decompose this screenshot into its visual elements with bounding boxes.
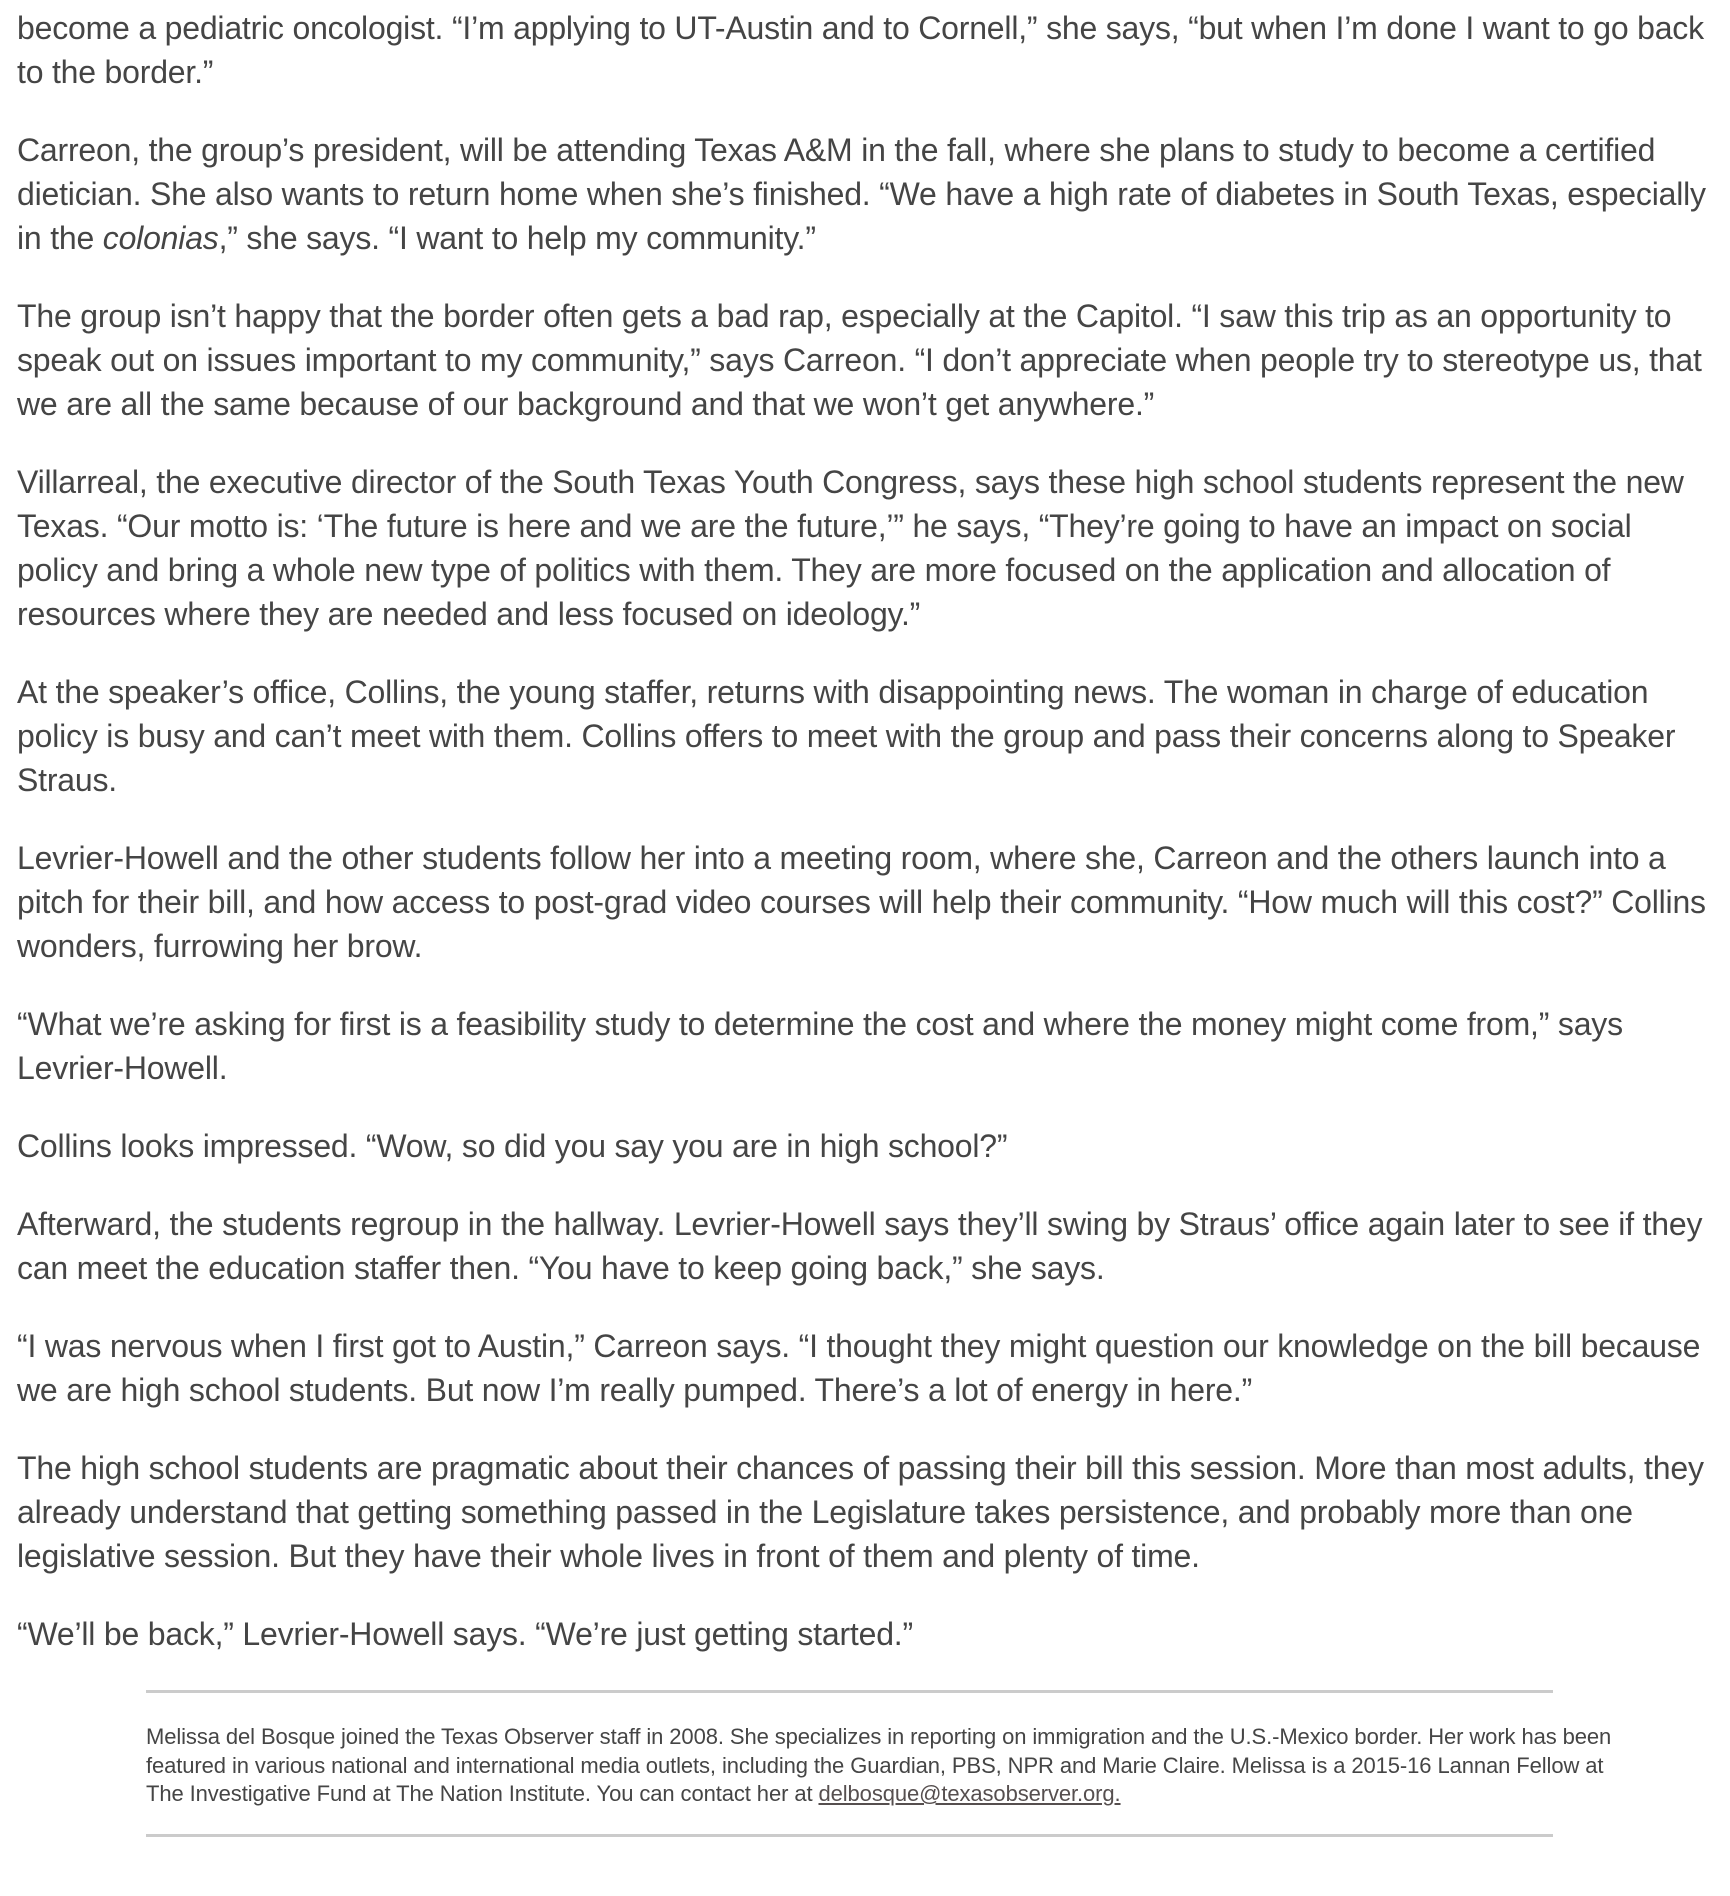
paragraph-text: Villarreal, the executive director of the South Texas Youth Congress, says these high school students represent the new Texas. “Our motto is: ‘The future is here and we are the future,’” he says, “They’re going to have an impact on social policy and bring a whole new type of politics with them. They are more focused on the application and allocation of resources where they are needed and less focused on ideology.” — [17, 464, 1684, 632]
article-paragraph — [17, 1612, 1717, 1656]
author-bio — [146, 1723, 1621, 1809]
paragraph-text: Collins looks impressed. “Wow, so did you say you are in high school?” — [17, 1128, 1008, 1164]
paragraph-text: The group isn’t happy that the border often gets a bad rap, especially at the Capitol. “I saw this trip as an opportunity to speak out on issues important to my community,” says Carreon. “I don’t appreciate when people try to stereotype us, that we are all the same because of our background and that we won’t get anywhere.” — [17, 298, 1702, 422]
paragraph-text: ,” she says. “I want to help my community.” — [218, 220, 816, 256]
article-paragraph — [17, 1002, 1717, 1090]
paragraph-text: Afterward, the students regroup in the hallway. Levrier-Howell says they’ll swing by Straus’ office again later to see if they can meet the education staffer then. “You have to keep going back,” she says. — [17, 1206, 1703, 1286]
article-paragraph — [17, 1124, 1717, 1168]
paragraph-text: The high school students are pragmatic about their chances of passing their bill this session. More than most adults, they already understand that getting something passed in the Legislature takes persistence, and probably more than one legislative session. But they have their whole lives in front of them and plenty of time. — [17, 1450, 1704, 1574]
article-paragraph — [17, 460, 1717, 636]
article-paragraph — [17, 294, 1717, 426]
article-paragraph — [17, 6, 1717, 94]
article-paragraph — [17, 1202, 1717, 1290]
paragraph-text: “We’ll be back,” Levrier-Howell says. “We’re just getting started.” — [17, 1616, 913, 1652]
paragraph-text: become a pediatric oncologist. “I’m applying to UT-Austin and to Cornell,” she says, “but when I’m done I want to go back to the border.” — [17, 10, 1704, 90]
paragraph-text: “What we’re asking for first is a feasibility study to determine the cost and where the money might come from,” says Levrier-Howell. — [17, 1006, 1623, 1086]
paragraph-text: Carreon, the group’s president, will be attending Texas A&M in the fall, where she plans to study to become a certified dietician. She also wants to return home when she’s finished. “We have a high rate of diabetes in South Texas, especially in the — [17, 132, 1706, 256]
paragraph-text: At the speaker’s office, Collins, the young staffer, returns with disappointing news. The woman in charge of education policy is busy and can’t meet with them. Collins offers to meet with the group and pass their concerns along to Speaker Straus. — [17, 674, 1676, 798]
author-bio-text: Melissa del Bosque joined the Texas Observer staff in 2008. She specializes in reporting on immigration and the U.S.-Mexico border. Her work has been featured in various national and international media outlets, including the Guardian, PBS, NPR and Marie Claire. Melissa is a 2015-16 Lannan Fellow at The Investigative Fund at The Nation Institute. You can contact her at — [146, 1724, 1612, 1806]
author-footer — [146, 1690, 1717, 1837]
italic-term: colonias — [102, 220, 219, 256]
author-email-link[interactable]: delbosque@texasobserver.org. — [818, 1781, 1121, 1806]
paragraph-text: Levrier-Howell and the other students follow her into a meeting room, where she, Carreon and the others launch into a pitch for their bill, and how access to post-grad video courses will help their community. “How much will this cost?” Collins wonders, furrowing her brow. — [17, 840, 1706, 964]
article-paragraph — [17, 670, 1717, 802]
article-paragraphs — [17, 6, 1717, 1656]
article-paragraph — [17, 128, 1717, 260]
article-paragraph — [17, 1324, 1717, 1412]
divider-top — [146, 1690, 1553, 1693]
article-paragraph — [17, 836, 1717, 968]
paragraph-text: “I was nervous when I first got to Austin,” Carreon says. “I thought they might question our knowledge on the bill because we are high school students. But now I’m really pumped. There’s a lot of energy in here.” — [17, 1328, 1701, 1408]
article-paragraph — [17, 1446, 1717, 1578]
divider-bottom — [146, 1834, 1553, 1837]
